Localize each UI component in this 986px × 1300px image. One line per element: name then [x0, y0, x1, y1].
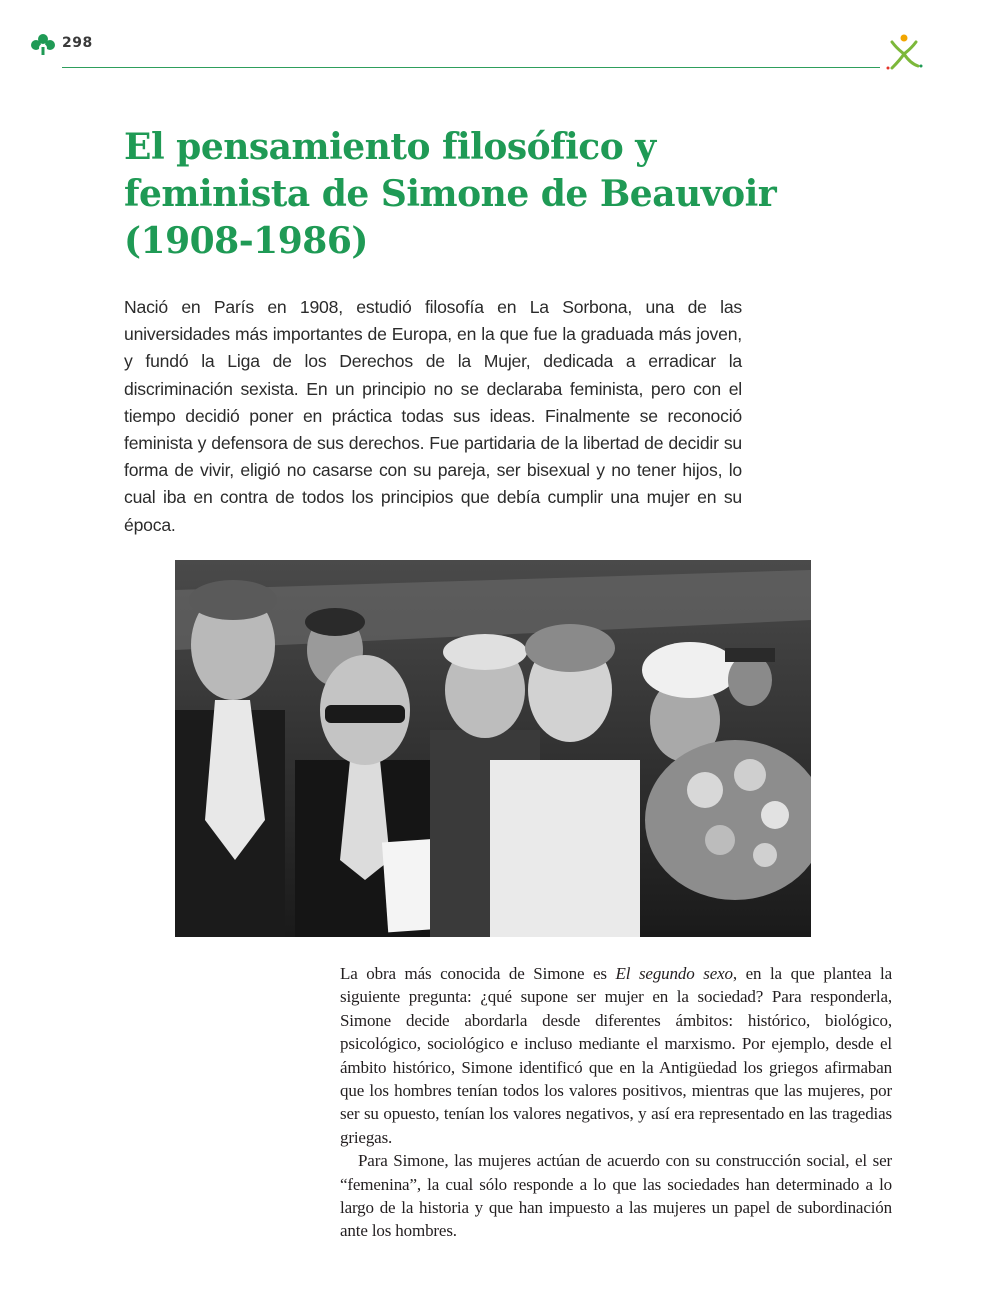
- title-line: (1908-1986): [124, 220, 368, 262]
- body-text-run: La obra más conocida de Simone es: [340, 964, 616, 983]
- photo-illustration: [175, 560, 811, 937]
- body-paragraph: Para Simone, las mujeres actúan de acuerdo con su construcción social, el ser “femenina”, la cual sólo responde a lo que las sociedades han determinado a lo largo de la historia y que han impuesto a las mujeres un papel de subordinación ante los hombres.: [340, 1151, 892, 1241]
- flower-person-icon: [884, 32, 924, 72]
- header-rule: [62, 67, 880, 68]
- page-header: [0, 0, 986, 80]
- title-line: feminista de Simone de Beauvoir: [124, 173, 777, 215]
- historical-photo: [175, 560, 811, 937]
- book-title: El segundo sexo: [615, 964, 733, 983]
- body-text-run: , en la que plantea la siguiente pregunta: ¿qué supone ser mujer en la sociedad? Para responderla, Simone decide abordarla desde diferentes ámbitos: histórico, biológico, psicológico, sociológico e incluso mediante el marxismo. Por ejemplo, desde el ámbito histórico, Simone identificó que en la Antigüedad los griegos afirmaban que los hombres tenían todos los valores positivos, mientras que las mujeres, por ser su opuesto, tenían los valores negativos, y así era representado en las tragedias griegas.: [340, 964, 892, 1147]
- page-number: 298: [62, 35, 93, 51]
- clover-icon: [30, 33, 56, 55]
- body-text: [340, 962, 892, 1243]
- article-title: [124, 124, 844, 265]
- title-line: El pensamiento filosófico y: [124, 126, 656, 168]
- intro-paragraph: Nació en París en 1908, estudió filosofía en La Sorbona, una de las universidades más importantes de Europa, en la que fue la graduada más joven, y fundó la Liga de los Derechos de la Mujer, dedicada a erradicar la discriminación sexista. En un principio no se declaraba feminista, pero con el tiempo decidió poner en práctica todas sus ideas. Finalmente se reconoció feminista y defensora de sus derechos. Fue partidaria de la libertad de decidir su forma de vivir, eligió no casarse con su pareja, ser bisexual y no tener hijos, lo cual iba en contra de todos los principios que debía cumplir una mujer en su época.: [124, 297, 742, 535]
- body-paragraph: [340, 962, 892, 1149]
